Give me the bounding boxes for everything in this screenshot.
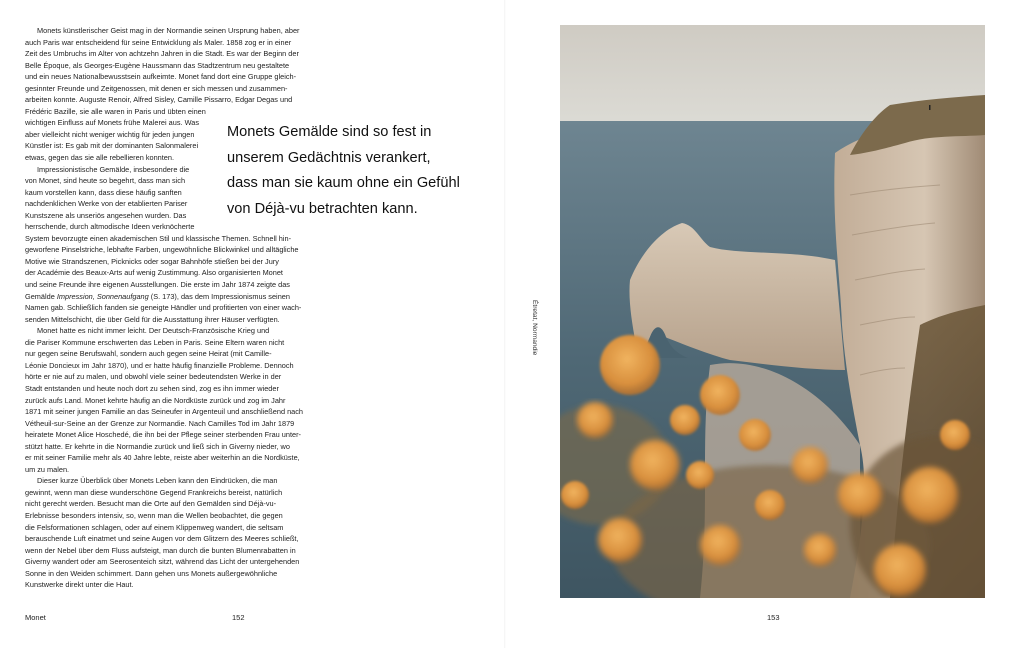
body-text-line: hörte er nie auf zu malen, und obwohl viele seiner bedeutendsten Werke in der [25, 372, 282, 382]
body-text-line: nicht gerecht werden. Besucht man die Orte auf den Gemälden sind Déjà-vu- [25, 499, 277, 509]
body-text-line: die Felsformationen schlagen, oder auf einem Klippenweg wandert, die seltsam [25, 522, 284, 532]
etretat-cliff-photo [560, 25, 985, 598]
body-text-line: aber vielleicht nicht weniger wichtig für jeden jungen [25, 129, 195, 139]
body-text-line: Sonne in den Weiden schimmert. Dann gehen uns Monets außergewöhnliche [25, 568, 278, 578]
body-text-line: nachdenklichen Werke von der etablierten Pariser [25, 199, 188, 209]
body-text-line: System bevorzugte einen akademischen Stil und klassische Themen. Schnell hin- [25, 233, 292, 243]
body-text-line: Belle Époque, als Georges-Eugène Haussmann das Stadtzentrum neu gestaltete [25, 60, 290, 70]
body-text-line: Monets künstlerischer Geist mag in der Normandie seinen Ursprung haben, aber [37, 26, 300, 35]
body-text-line: er mit seiner Familie mehr als 40 Jahre lebte, reiste aber weiterhin an die Nordküste, [25, 453, 300, 463]
body-text-line: Motive wie Strandszenen, Picknicks oder sogar Bahnhöfe stießen bei der Jury [25, 256, 279, 266]
body-text-line: Namen gab. Schließlich fanden sie geneigte Händler und profitierten von einer wach- [25, 303, 302, 313]
body-text-line: und seine Freunde ihre eigenen Ausstellungen. Die erste im Jahr 1874 zeigte das [25, 280, 290, 290]
page-number-left: 152 [232, 613, 245, 622]
body-text-line: Kunstwerke direkt unter die Haut. [25, 580, 134, 590]
body-text-line: wenn der Nebel über dem Fluss aufsteigt, man durch die bunten Blumenrabatten in [25, 545, 296, 555]
book-gutter [504, 0, 506, 648]
body-text-line: gesinnter Freunde und Zeitgenossen, mit denen er sich messen und zusammen- [25, 83, 288, 93]
body-text-line: auch Paris war entscheidend für seine Entwicklung als Maler. 1858 zog er in einer [25, 37, 292, 47]
body-text-line: und ein neues Nationalbewusstsein aufkeimte. Monet fand dort eine Gruppe gleich- [25, 72, 297, 82]
body-text-line: Monet hatte es nicht immer leicht. Der Deutsch-Französische Krieg und [37, 326, 270, 336]
artwork-title: Impression, Sonnenaufgang [56, 291, 149, 301]
body-text-line: herrschende, durch altmodische Ideen verknöcherte [25, 222, 195, 232]
body-text-line: Erlebnisse besonders intensiv, so, wenn man die Wellen beobachtet, die gegen [25, 510, 283, 520]
body-text-line: Dieser kurze Überblick über Monets Leben kann den Eindrücken, die man [37, 476, 278, 486]
photo-caption: Étretat, Normandie [531, 300, 538, 356]
pull-quote-line: unserem Gedächtnis verankert, [227, 149, 431, 166]
body-text-line: Giverny wandert oder am Seerosenteich sitzt, während das Licht der untergehenden [25, 557, 300, 567]
body-text-line: etwas, gegen das sie alle rebellieren konnten. [25, 153, 175, 163]
body-text-line: um zu malen. [25, 464, 70, 474]
body-text-line: Léonie Doncieux im Jahr 1870), und er hatte häufig finanzielle Probleme. Dennoch [25, 360, 294, 370]
body-text-line: zurück aufs Land. Monet kehrte häufig an die Nordküste zurück und zog im Jahr [25, 395, 286, 405]
body-text-line: Künstler ist: Es gab mit der dominanten Salonmalerei [25, 141, 199, 151]
body-text-line [25, 291, 325, 303]
body-text-line: Impressionistische Gemälde, insbesondere die [37, 164, 190, 174]
running-title: Monet [25, 613, 46, 622]
body-text [25, 25, 325, 591]
body-text-line: Vétheuil-sur-Seine an der Grenze zur Normandie. Nach Camilles Tod im Jahr 1879 [25, 418, 295, 428]
pull-quote [227, 120, 499, 222]
body-text-line: Frédéric Bazille, sie alle waren in Paris und übten einen [25, 106, 206, 116]
pull-quote-line: Monets Gemälde sind so fest in [227, 124, 432, 140]
body-text-line: Zeit des Umbruchs im Alter von achtzehn Jahren in die Stadt. Es war der Beginn der [25, 49, 299, 59]
body-text-line: arbeiten konnte. Auguste Renoir, Alfred Sisley, Camille Pissarro, Edgar Degas und [25, 95, 293, 105]
body-text-line: Stadt entstanden und heute noch dort zu sehen sind, zog es ihn immer wieder [25, 383, 279, 393]
body-text-line: heiratete Monet Alice Hoschedé, die ihn bei der Pflege seiner sterbenden Frau unter- [25, 430, 301, 440]
body-text-line: kaum vorstellen kann, dass diese häufig sanften [25, 187, 182, 197]
body-text-segment: (S. 173), das dem Impressionismus seinen [148, 291, 290, 301]
body-text-line: nur gegen seine Berufswahl, sondern auch gegen seine Heirat (mit Camille- [25, 349, 272, 359]
body-text-line: geworfene Pinselstriche, lebhafte Farben, ungewöhnliche Blickwinkel und alltägliche [25, 245, 299, 255]
body-text-line: Kunstszene als unseriös angesehen wurden. Das [25, 210, 187, 220]
body-text-line: von Monet, sind heute so begehrt, dass man sich [25, 176, 186, 186]
pull-quote-line: von Déjà-vu betrachten kann. [227, 200, 418, 217]
body-text-line: der Académie des Beaux-Arts auf wenig Zustimmung. Also organisierten Monet [25, 268, 283, 278]
body-text-segment: Gemälde [25, 291, 57, 301]
body-text-line: 1871 mit seiner jungen Familie an das Seineufer in Argenteuil und anschließend nach [25, 407, 304, 417]
body-text-line: wichtigen Einfluss auf Monets frühe Malerei aus. Was [25, 118, 200, 128]
body-text-line: gewinnt, wenn man diese wunderschöne Gegend Frankreichs bereist, natürlich [25, 487, 283, 497]
pull-quote-line: dass man sie kaum ohne ein Gefühl [227, 175, 460, 192]
body-text-line: berauschende Luft einatmet und seine Augen vor dem Glitzern des Meeres schließt, [25, 534, 299, 544]
page-number-right: 153 [767, 613, 780, 622]
body-text-line: senden Mittelschicht, die über Geld für die Ausstattung ihrer Häuser verfügten. [25, 314, 280, 324]
body-text-line: stützt hatte. Er kehrte in die Normandie zurück und ließ sich in Giverny nieder, wo [25, 441, 290, 451]
body-text-line: die Pariser Kommune erschwerten das Leben in Paris. Seine Eltern waren nicht [25, 337, 285, 347]
